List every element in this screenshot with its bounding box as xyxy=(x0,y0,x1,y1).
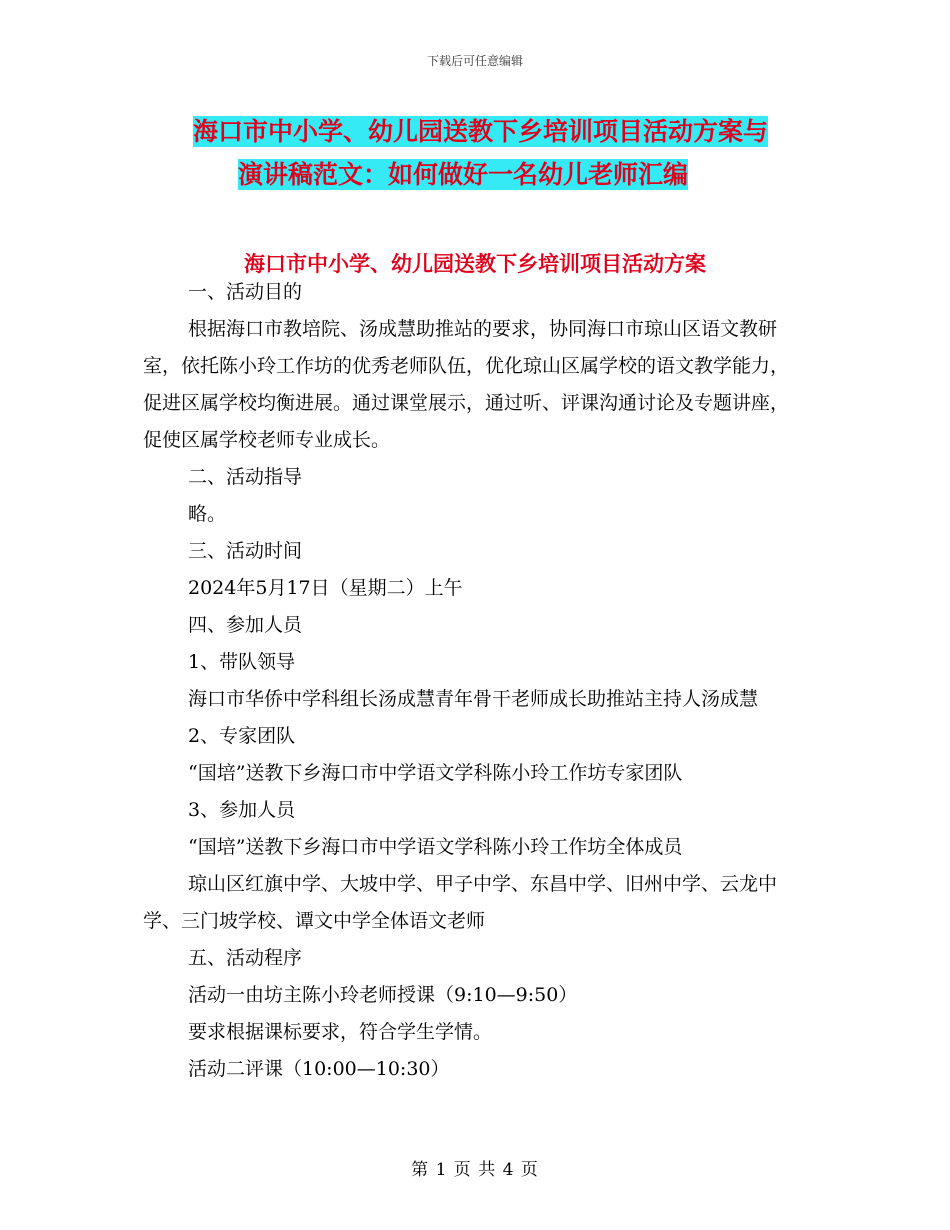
paragraph: 要求根据课标要求，符合学生学情。 xyxy=(188,1021,493,1043)
paragraph: “国培”送教下乡海口市中学语文学科陈小玲工作坊全体成员 xyxy=(188,836,683,858)
title-line-2 xyxy=(238,153,813,196)
paragraph: 2024年5月17日（星期二）上午 xyxy=(188,577,463,599)
paragraph: 活动一由坊主陈小玲老师授课（9:10—9:50） xyxy=(188,984,578,1006)
paragraph: 2、专家团队 xyxy=(188,725,296,747)
paragraph: 略。 xyxy=(188,503,227,525)
paragraph: 海口市华侨中学科组长汤成慧青年骨干老师成长助推站主持人汤成慧 xyxy=(188,688,759,710)
page-footer: 第 1 页 共 4 页 xyxy=(411,1160,539,1180)
paragraph: 1、带队领导 xyxy=(188,651,296,673)
paragraph: 四、参加人员 xyxy=(188,614,303,636)
title-line-2-text: 演讲稿范文：如何做好一名幼儿老师汇编 xyxy=(238,160,689,189)
paragraph: “国培”送教下乡海口市中学语文学科陈小玲工作坊专家团队 xyxy=(188,762,683,784)
paragraph: 二、活动指导 xyxy=(188,466,303,488)
title-line-1-text: 海口市中小学、幼儿园送教下乡培训项目活动方案与 xyxy=(193,117,769,146)
section-title: 海口市中小学、幼儿园送教下乡培训项目活动方案 xyxy=(244,252,706,276)
header-note: 下载后可任意编辑 xyxy=(426,54,523,68)
paragraph: 活动二评课（10:00—10:30） xyxy=(188,1058,450,1080)
paragraph: 一、活动目的 xyxy=(188,281,303,303)
paragraph: 五、活动程序 xyxy=(188,947,303,969)
paragraph: 3、参加人员 xyxy=(188,799,296,821)
paragraph: 琼山区红旗中学、大坡中学、甲子中学、东昌中学、旧州中学、云龙中学、三门坡学校、谭文中学全体语文老师 xyxy=(143,873,778,932)
title-line-1 xyxy=(193,110,813,153)
document-body xyxy=(143,274,803,1088)
paragraph: 三、活动时间 xyxy=(188,540,303,562)
document-title xyxy=(193,110,813,196)
paragraph: 根据海口市教培院、汤成慧助推站的要求，协同海口市琼山区语文教研室，依托陈小玲工作坊的优秀老师队伍，优化琼山区属学校的语文教学能力，促进区属学校均衡进展。通过课堂展示，通过听、评课沟通讨论及专题讲座，促使区属学校老师专业成长。 xyxy=(143,318,790,451)
